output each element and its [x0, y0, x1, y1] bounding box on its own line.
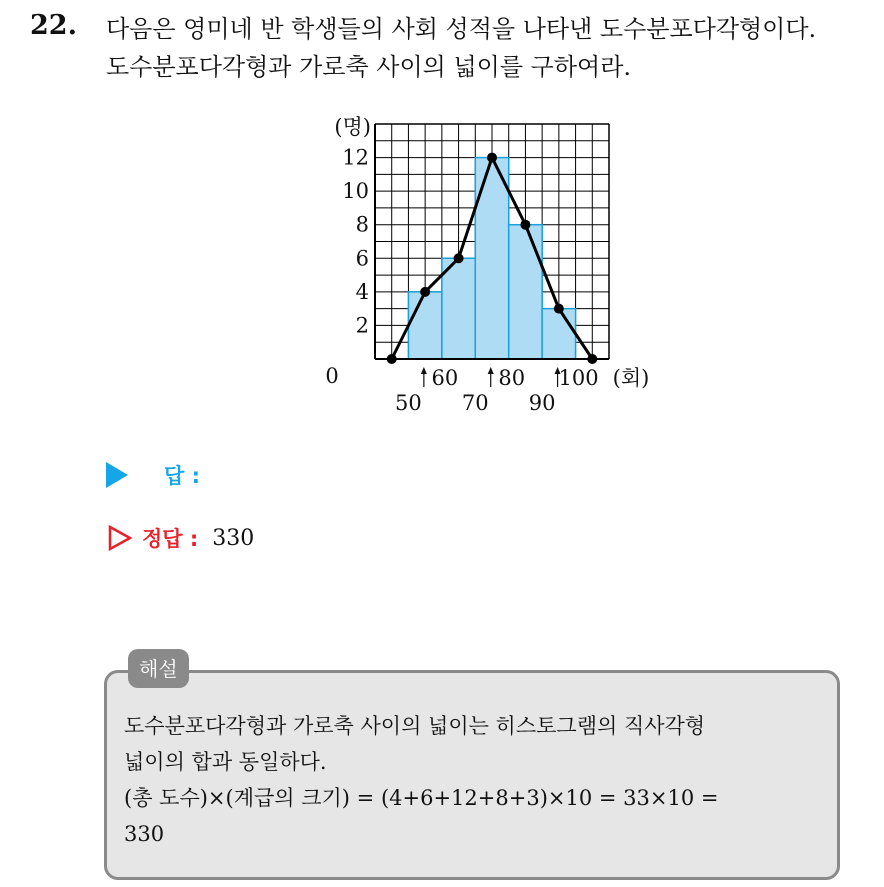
- play-triangle-icon: [106, 462, 128, 488]
- histogram-bar: [475, 158, 508, 359]
- tick-arrow-head: [421, 367, 427, 374]
- polygon-point: [520, 220, 530, 230]
- polygon-point: [420, 287, 430, 297]
- x-tick-label-upper: 60: [431, 366, 459, 390]
- explanation-line-4: 330: [124, 822, 165, 846]
- answer-label: 답 :: [164, 464, 200, 488]
- question-line-2: 도수분포다각형과 가로축 사이의 넓이를 구하여라.: [106, 53, 632, 81]
- polygon-point: [387, 354, 397, 364]
- y-tick-label: 6: [355, 246, 369, 271]
- y-tick-label: 12: [342, 145, 369, 170]
- x-tick-label-lower: 90: [528, 391, 556, 415]
- x-tick-label-lower: 70: [461, 391, 489, 415]
- x-tick-label-upper: 80: [498, 366, 526, 390]
- histogram-bar: [542, 309, 575, 359]
- polygon-point: [554, 304, 564, 314]
- histogram-bar: [408, 292, 441, 359]
- explanation-line-1: 도수분포다각형과 가로축 사이의 넓이는 히스토그램의 직사각형: [124, 714, 706, 738]
- explanation-tab: 해설: [128, 649, 189, 688]
- x-tick-label-upper: 100: [558, 366, 599, 390]
- y-tick-label: 10: [342, 179, 369, 204]
- question-line-1: 다음은 영미네 반 학생들의 사회 성적을 나타낸 도수분포다각형이다.: [106, 15, 817, 43]
- correct-answer-value: 330: [212, 525, 255, 551]
- correct-answer-label: 정답 :: [142, 527, 199, 551]
- outline-triangle-icon: [108, 525, 132, 551]
- answer-row: [106, 460, 200, 490]
- polygon-point: [454, 253, 464, 263]
- frequency-polygon-chart: [310, 110, 660, 415]
- tick-arrow-head: [488, 367, 494, 374]
- polygon-point: [587, 354, 597, 364]
- explanation-line-2: 넓이의 합과 동일하다.: [124, 750, 327, 774]
- histogram-bar: [442, 258, 475, 359]
- x-tick-label-lower: 50: [395, 391, 422, 415]
- x-axis-label: (회): [612, 366, 650, 390]
- correct-answer-row: [108, 523, 254, 553]
- y-tick-label: 8: [355, 212, 369, 237]
- y-tick-label: 4: [355, 279, 369, 304]
- y-axis-label: (명): [334, 115, 371, 139]
- question-number: 22.: [30, 10, 77, 41]
- x-origin-label: 0: [325, 364, 339, 388]
- explanation-text: [124, 708, 834, 852]
- question-text: [106, 10, 816, 86]
- explanation-line-3: (총 도수)×(계급의 크기) = (4+6+12+8+3)×10 = 33×10 =: [124, 786, 719, 810]
- histogram-bar: [509, 225, 542, 359]
- y-tick-label: 2: [355, 313, 369, 338]
- polygon-point: [487, 153, 497, 163]
